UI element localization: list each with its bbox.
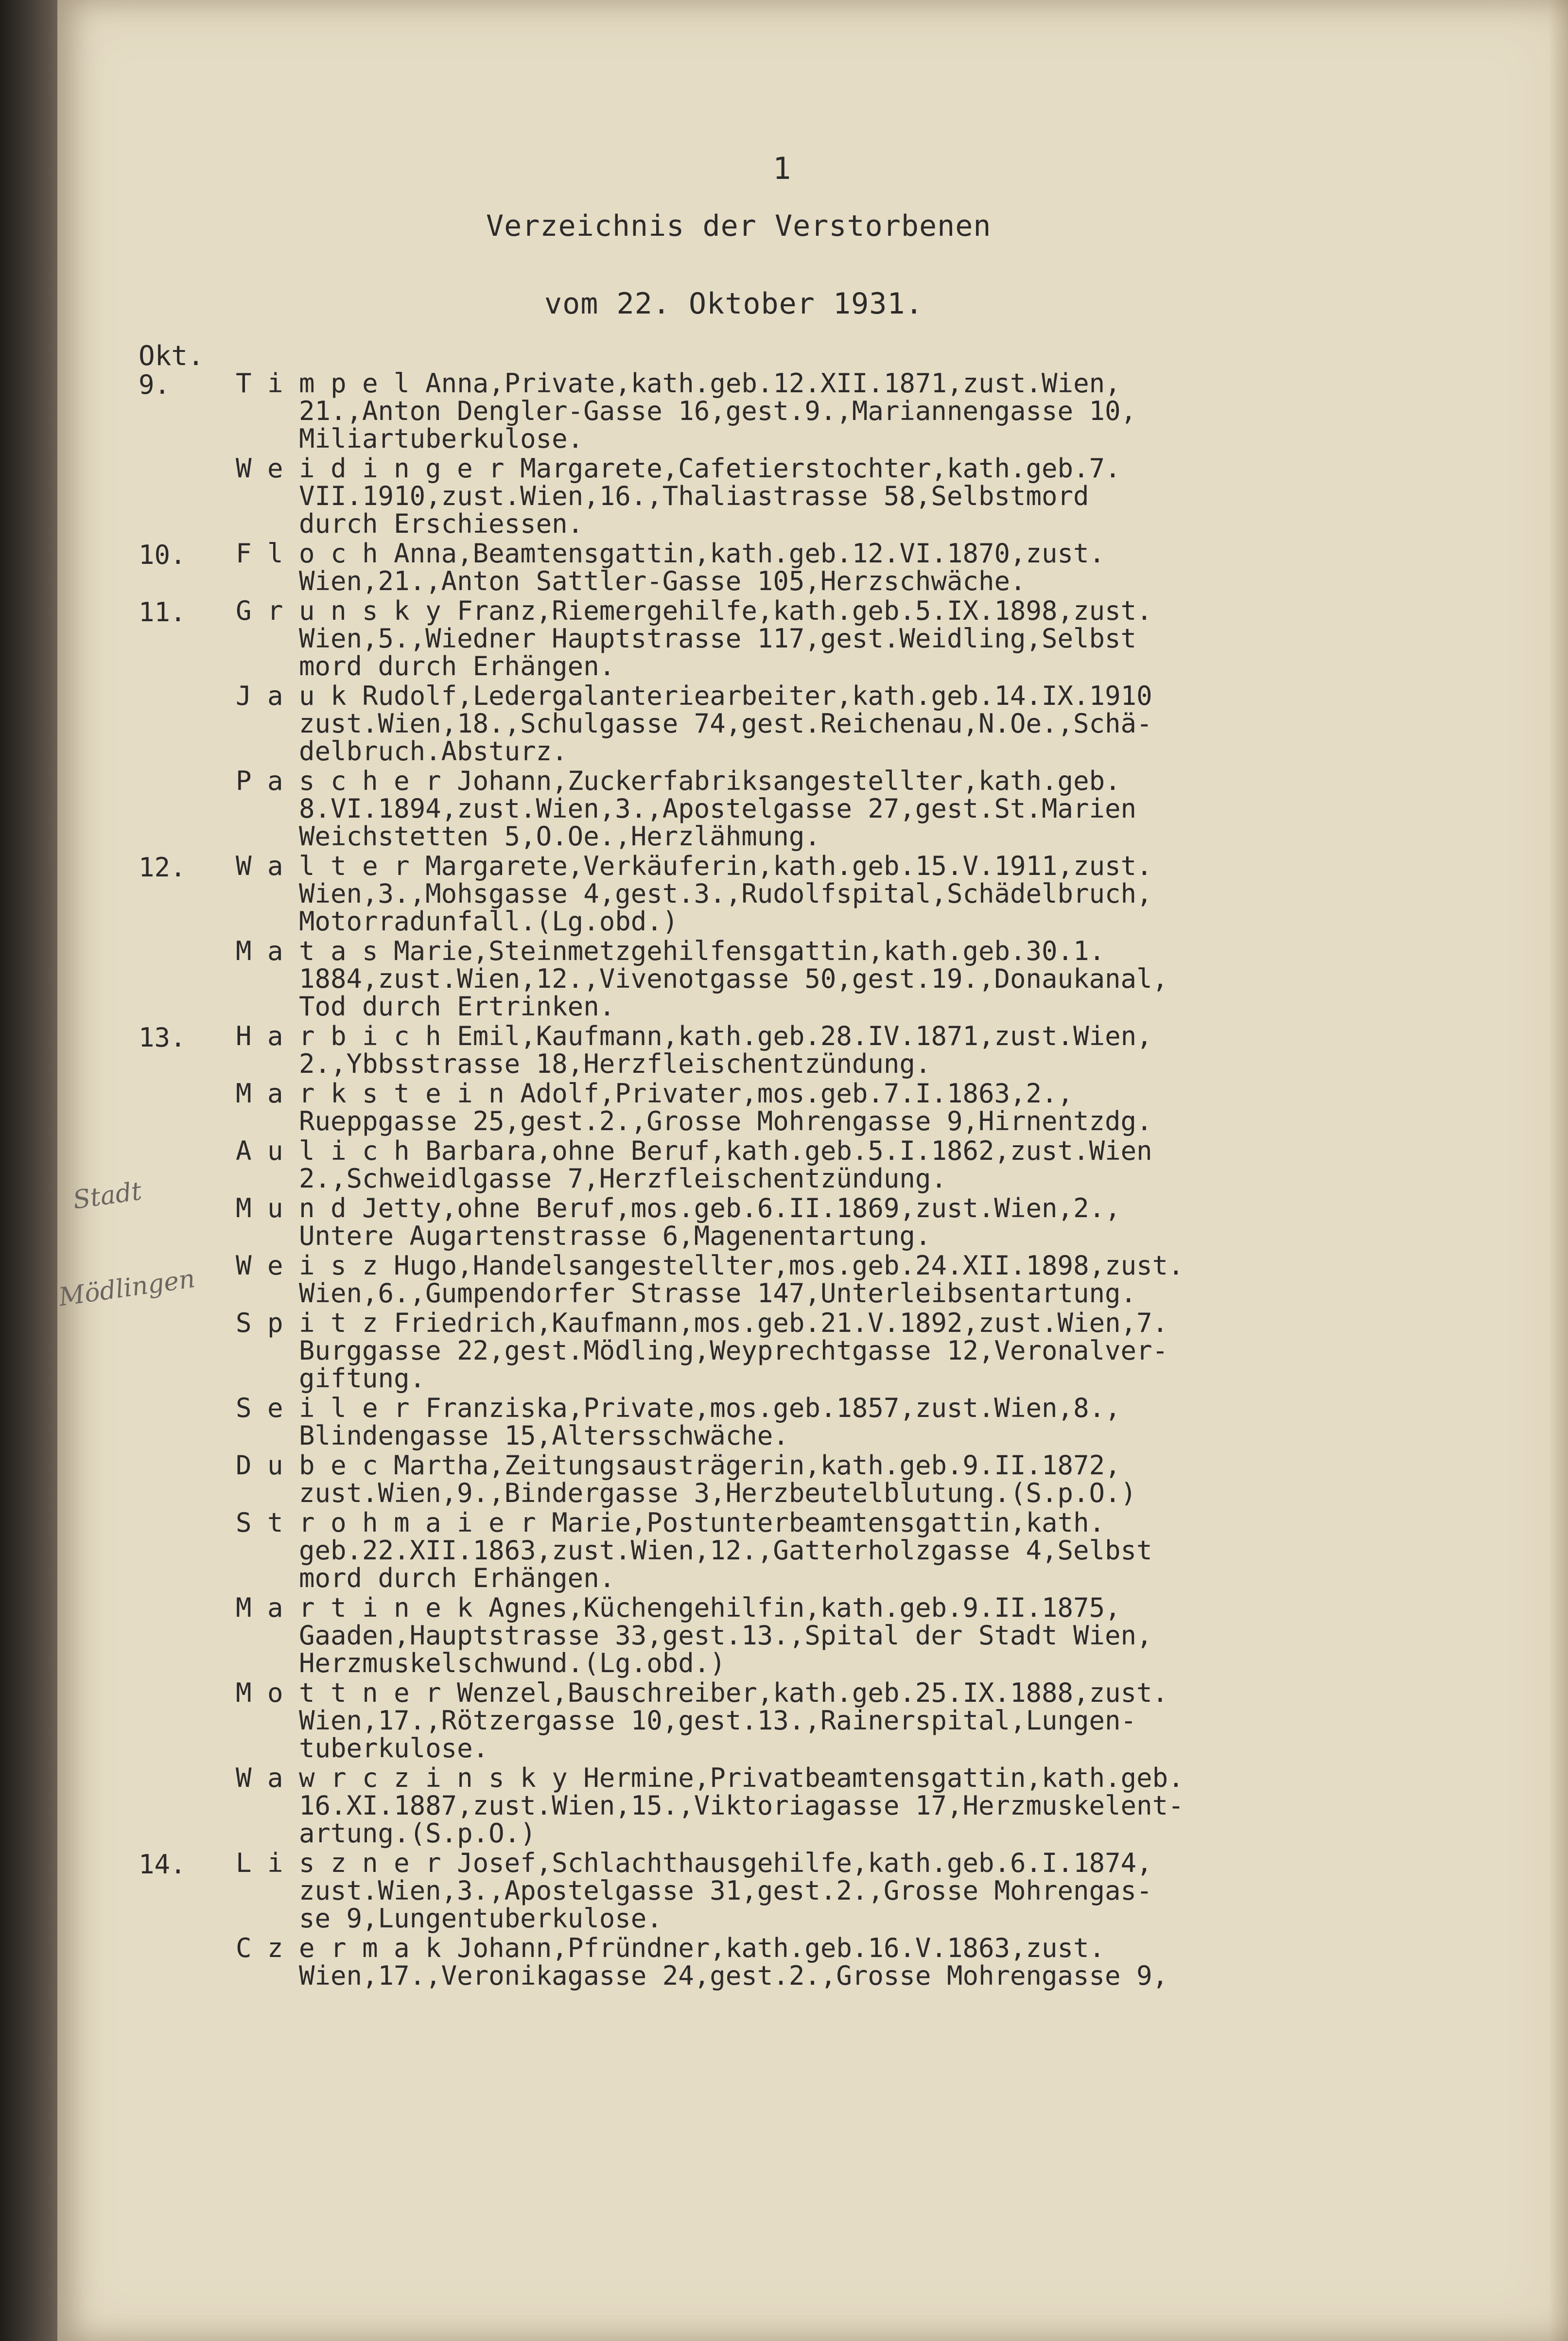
entry-name-line: S t r o h m a i e r Marie,Postunterbeamtensgattin,kath.	[236, 1507, 1105, 1538]
entry-name-line: W e i s z Hugo,Handelsangestellter,mos.geb.24.XII.1898,zust.	[236, 1250, 1184, 1281]
entry-detail-line: 21.,Anton Dengler-Gasse 16,gest.9.,Mariannengasse 10,	[299, 396, 1137, 426]
entry-detail-line: Herzmuskelschwund.(Lg.obd.)	[299, 1648, 726, 1678]
entry-detail-line: VII.1910,zust.Wien,16.,Thaliastrasse 58,Selbstmord	[299, 481, 1089, 511]
entry-detail-line: durch Erschiessen.	[299, 508, 584, 539]
entry-detail-line: 16.XI.1887,zust.Wien,15.,Viktoriagasse 17,Herzmuskelent-	[299, 1790, 1184, 1821]
register-entry	[139, 1849, 1548, 1932]
death-register-list	[139, 369, 1548, 1992]
entry-detail-line: zust.Wien,9.,Bindergasse 3,Herzbeutelblutung.(S.p.O.)	[299, 1478, 1137, 1508]
book-binding	[0, 0, 58, 2341]
entry-name-line: A u l i c h Barbara,ohne Beruf,kath.geb.5.I.1862,zust.Wien	[236, 1136, 1152, 1166]
entry-detail-line: geb.22.XII.1863,zust.Wien,12.,Gatterholzgasse 4,Selbst	[299, 1535, 1152, 1566]
register-entry	[139, 1252, 1548, 1307]
register-entry	[139, 597, 1548, 680]
entry-detail-line: Wien,3.,Mohsgasse 4,gest.3.,Rudolfspital,Schädelbruch,	[299, 878, 1152, 909]
entry-name-line: C z e r m a k Johann,Pfründner,kath.geb.16.V.1863,zust.	[236, 1933, 1105, 1963]
register-entry	[139, 1022, 1548, 1078]
register-entry	[139, 454, 1548, 538]
entry-detail-line: Wien,5.,Wiedner Hauptstrasse 117,gest.Weidling,Selbst	[299, 623, 1137, 654]
entry-detail-line: Rueppgasse 25,gest.2.,Grosse Mohrengasse 9,Hirnentzdg.	[299, 1106, 1152, 1136]
margin-note: Mödlingen	[57, 1264, 197, 1312]
entry-detail-line: Blindengasse 15,Altersschwäche.	[299, 1420, 789, 1451]
entry-detail-line: Wien,17.,Veronikagasse 24,gest.2.,Grosse Mohrengasse 9,	[299, 1960, 1168, 1991]
page-edge-shadow	[1549, 0, 1568, 2341]
entry-detail-line: delbruch.Absturz.	[299, 736, 568, 767]
entry-name-line: W a w r c z i n s k y Hermine,Privatbeamtensgattin,kath.geb.	[236, 1763, 1184, 1793]
entry-day: 12.	[139, 852, 186, 883]
entry-name-line: F l o c h Anna,Beamtensgattin,kath.geb.12.VI.1870,zust.	[236, 538, 1105, 569]
entry-name-line: M o t t n e r Wenzel,Bauschreiber,kath.geb.25.IX.1888,zust.	[236, 1677, 1168, 1708]
register-entry	[139, 1679, 1548, 1762]
entry-detail-line: 1884,zust.Wien,12.,Vivenotgasse 50,gest.19.,Donaukanal,	[299, 963, 1168, 994]
entry-name-line: H a r b i c h Emil,Kaufmann,kath.geb.28.IV.1871,zust.Wien,	[236, 1021, 1152, 1051]
entry-name-line: M a t a s Marie,Steinmetzgehilfensgattin,kath.geb.30.1.	[236, 936, 1105, 966]
entry-name-line: S p i t z Friedrich,Kaufmann,mos.geb.21.V.1892,zust.Wien,7.	[236, 1308, 1168, 1338]
entry-detail-line: se 9,Lungentuberkulose.	[299, 1903, 662, 1934]
register-entry	[139, 1080, 1548, 1135]
entry-detail-line: zust.Wien,18.,Schulgasse 74,gest.Reichenau,N.Oe.,Schä-	[299, 708, 1152, 739]
entry-detail-line: artung.(S.p.O.)	[299, 1818, 536, 1849]
register-entry	[139, 369, 1548, 453]
register-entry	[139, 1309, 1548, 1392]
entry-name-line: D u b e c Martha,Zeitungsausträgerin,kath.geb.9.II.1872,	[236, 1450, 1121, 1481]
entry-detail-line: zust.Wien,3.,Apostelgasse 31,gest.2.,Grosse Mohrengas-	[299, 1875, 1152, 1906]
entry-day: 11.	[139, 597, 186, 628]
register-entry	[139, 682, 1548, 765]
entry-name-line: W e i d i n g e r Margarete,Cafetierstochter,kath.geb.7.	[236, 453, 1121, 484]
register-entry	[139, 767, 1548, 850]
entry-name-line: S e i l e r Franziska,Private,mos.geb.1857,zust.Wien,8.,	[236, 1393, 1121, 1423]
entry-detail-line: mord durch Erhängen.	[299, 1563, 615, 1593]
entry-detail-line: Miliartuberkulose.	[299, 423, 584, 454]
entry-detail-line: 2.,Schweidlgasse 7,Herzfleischentzündung.	[299, 1163, 947, 1194]
entry-name-line: T i m p e l Anna,Private,kath.geb.12.XII.1871,zust.Wien,	[236, 368, 1121, 399]
entry-detail-line: Wien,6.,Gumpendorfer Strasse 147,Unterleibsentartung.	[299, 1278, 1137, 1309]
register-entry	[139, 1764, 1548, 1847]
entry-detail-line: Wien,17.,Rötzergasse 10,gest.13.,Rainerspital,Lungen-	[299, 1705, 1137, 1736]
register-entry	[139, 1451, 1548, 1507]
entry-day: 10.	[139, 540, 186, 570]
entry-detail-line: tuberkulose.	[299, 1733, 489, 1764]
register-entry	[139, 852, 1548, 935]
entry-name-line: J a u k Rudolf,Ledergalanteriearbeiter,kath.geb.14.IX.1910	[236, 681, 1152, 711]
register-entry	[139, 1934, 1548, 1990]
entry-detail-line: Untere Augartenstrasse 6,Magenentartung.	[299, 1221, 931, 1251]
entry-name-line: W a l t e r Margarete,Verkäuferin,kath.geb.15.V.1911,zust.	[236, 851, 1152, 881]
register-entry	[139, 1194, 1548, 1250]
entry-detail-line: Tod durch Ertrinken.	[299, 991, 615, 1022]
margin-note: Stadt	[71, 1176, 144, 1215]
page-number: 1	[773, 151, 791, 186]
register-entry	[139, 1394, 1548, 1450]
entry-name-line: L i s z n e r Josef,Schlachthausgehilfe,kath.geb.6.I.1874,	[236, 1848, 1152, 1878]
entry-detail-line: Weichstetten 5,O.Oe.,Herzlähmung.	[299, 821, 820, 852]
entry-detail-line: Burggasse 22,gest.Mödling,Weyprechtgasse 12,Veronalver-	[299, 1335, 1168, 1366]
register-entry	[139, 1137, 1548, 1192]
entry-day: 14.	[139, 1849, 186, 1880]
entry-detail-line: Motorradunfall.(Lg.obd.)	[299, 906, 679, 937]
entry-name-line: M a r t i n e k Agnes,Küchengehilfin,kath.geb.9.II.1875,	[236, 1592, 1121, 1623]
entry-detail-line: Gaaden,Hauptstrasse 33,gest.13.,Spital der Stadt Wien,	[299, 1620, 1152, 1651]
entry-detail-line: mord durch Erhängen.	[299, 651, 615, 681]
entry-name-line: M u n d Jetty,ohne Beruf,mos.geb.6.II.1869,zust.Wien,2.,	[236, 1193, 1121, 1223]
entry-name-line: G r u n s k y Franz,Riemergehilfe,kath.geb.5.IX.1898,zust.	[236, 595, 1152, 626]
register-entry	[139, 937, 1548, 1020]
entry-name-line: P a s c h e r Johann,Zuckerfabriksangestellter,kath.geb.	[236, 766, 1121, 796]
month-label: Okt.	[139, 340, 204, 372]
entry-name-line: M a r k s t e i n Adolf,Privater,mos.geb.7.I.1863,2.,	[236, 1078, 1074, 1109]
document-title: Verzeichnis der Verstorbenen	[486, 209, 992, 243]
register-entry	[139, 1509, 1548, 1592]
entry-day: 13.	[139, 1022, 186, 1053]
entry-detail-line: 8.VI.1894,zust.Wien,3.,Apostelgasse 27,gest.St.Marien	[299, 793, 1137, 824]
register-entry	[139, 1594, 1548, 1677]
entry-day: 9.	[139, 369, 171, 400]
register-entry	[139, 540, 1548, 595]
entry-detail-line: Wien,21.,Anton Sattler-Gasse 105,Herzschwäche.	[299, 566, 1026, 596]
entry-detail-line: 2.,Ybbsstrasse 18,Herzfleischentzündung.	[299, 1048, 931, 1079]
entry-detail-line: giftung.	[299, 1363, 426, 1394]
document-date: vom 22. Oktober 1931.	[544, 287, 923, 321]
